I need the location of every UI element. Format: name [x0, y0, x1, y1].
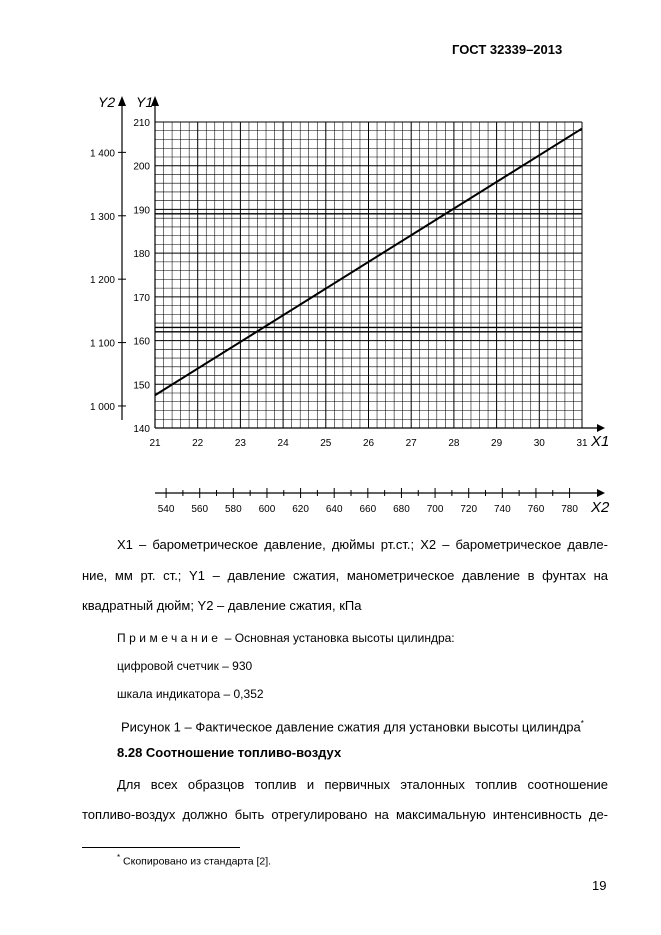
- caption-footnote-mark: *: [580, 719, 584, 728]
- legend-line-2: ние, мм рт. ст.; Y1 – давление сжатия, манометрическое давление в фунтах на: [82, 568, 608, 583]
- x2-tick-label: 780: [561, 504, 578, 515]
- x2-tick-label: 640: [325, 504, 343, 515]
- x1-tick-label: 25: [320, 438, 332, 449]
- y2-tick-label: 1 100: [89, 338, 115, 350]
- chart-ticks: [90, 118, 588, 515]
- x2-tick-label: 660: [359, 504, 377, 515]
- x1-tick-label: 30: [533, 438, 545, 449]
- y2-tick-label: 1 400: [89, 148, 115, 160]
- y1-tick-label: 180: [133, 249, 150, 261]
- x2-tick-label: 620: [292, 504, 309, 515]
- note-text: – Основная установка высоты цилиндра:: [221, 631, 455, 645]
- y1-tick-label: 200: [133, 161, 150, 173]
- x1-axis-label: X1: [591, 433, 610, 450]
- legend-line-3: квадратный дюйм; Y2 – давление сжатия, кПа: [82, 598, 362, 613]
- x2-tick-label: 540: [157, 504, 175, 515]
- x1-tick-label: 23: [234, 438, 246, 449]
- x1-axis-arrow: [597, 424, 605, 432]
- legend-line-1: X1 – барометрическое давление, дюймы рт.ст.; X2 – барометрическое давле-: [117, 537, 608, 552]
- y1-tick-label: 190: [133, 205, 150, 217]
- x2-tick-label: 560: [191, 504, 209, 515]
- footnote-separator: [82, 847, 240, 848]
- x2-tick-label: 720: [460, 504, 478, 515]
- y2-tick-label: 1 200: [89, 275, 115, 287]
- y1-tick-label: 160: [133, 336, 150, 348]
- footnote: [117, 853, 271, 868]
- x2-tick-label: 580: [224, 504, 242, 515]
- body-line-1: Для всех образцов топлив и первичных эталонных топлив соотношение: [117, 777, 608, 792]
- y1-tick-label: 170: [133, 292, 150, 304]
- footnote-mark: *: [117, 853, 121, 862]
- x1-tick-label: 27: [405, 438, 417, 449]
- y2-axis-arrow: [118, 96, 126, 106]
- x1-tick-label: 29: [491, 438, 503, 449]
- x1-tick-label: 28: [448, 438, 460, 449]
- page-number: 19: [592, 878, 607, 893]
- y2-tick-label: 1 300: [89, 211, 115, 223]
- x2-axis-label: X2: [591, 499, 610, 516]
- y1-axis-label: Y1: [136, 94, 154, 110]
- x2-axis-arrow: [597, 489, 605, 497]
- document-code: ГОСТ 32339–2013: [452, 42, 563, 57]
- x1-tick-label: 26: [362, 438, 375, 449]
- note-label: Примечание: [117, 631, 222, 645]
- x1-tick-label: 31: [576, 438, 588, 449]
- body-line-2: топливо-воздух должно быть отрегулировано на максимальную интенсивность де-: [82, 807, 608, 822]
- y2-axis-label: Y2: [98, 94, 116, 110]
- x2-tick-label: 600: [258, 504, 276, 515]
- y1-tick-label: 210: [133, 118, 150, 129]
- note-line: [117, 630, 455, 646]
- x1-tick-label: 21: [149, 438, 161, 449]
- y2-tick-label: 1 000: [89, 401, 115, 413]
- y1-tick-label: 140: [133, 424, 150, 435]
- section-title: 8.28 Соотношение топливо-воздух: [117, 745, 342, 760]
- y1-tick-label: 150: [133, 380, 150, 392]
- x2-tick-label: 680: [393, 504, 410, 515]
- note-item-2: шкала индикатора – 0,352: [117, 687, 264, 701]
- figure-caption: Рисунок 1 – Фактическое давление сжатия для установки высоты цилиндра: [121, 719, 581, 735]
- x2-tick-label: 700: [426, 504, 444, 515]
- chart-axes: [98, 94, 610, 516]
- x2-tick-label: 760: [527, 504, 545, 515]
- x1-tick-label: 22: [192, 438, 204, 449]
- footnote-text: Скопировано из стандарта [2].: [120, 855, 272, 868]
- x1-tick-label: 24: [277, 438, 289, 449]
- x2-tick-label: 740: [493, 504, 511, 515]
- figure-caption-line: [121, 716, 584, 735]
- note-item-1: цифровой счетчик – 930: [117, 659, 253, 673]
